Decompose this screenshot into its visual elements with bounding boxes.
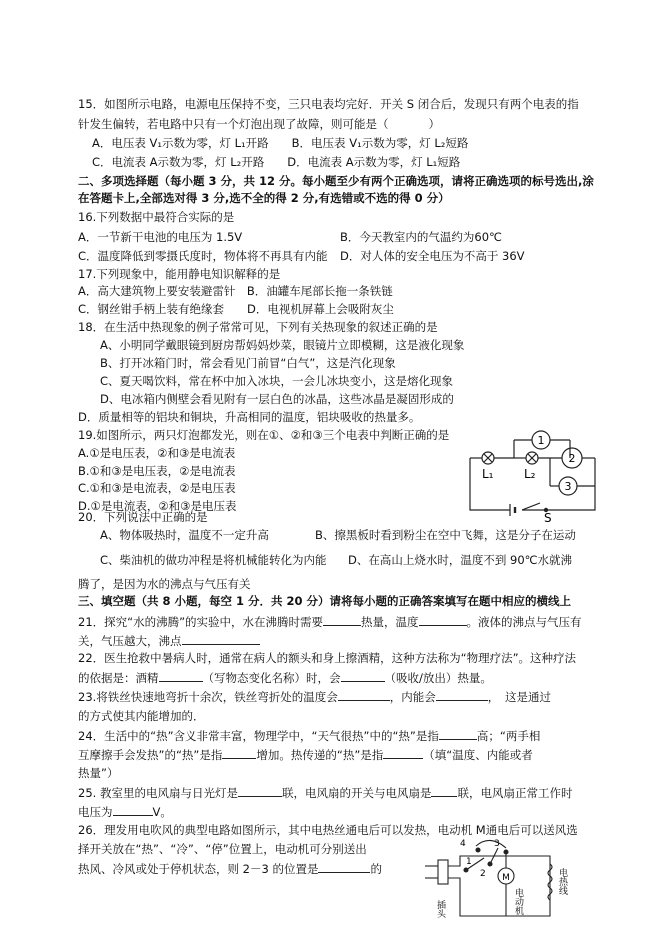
svg-text:插头: 插头 — [435, 900, 445, 918]
q23-blank-1[interactable] — [338, 689, 390, 701]
section2-heading: 二、多项选择题（每小题 3 分，共 12 分。每小题至少有两个正确选项，请将正确选项的标号选出,涂 — [78, 174, 594, 188]
q20-stem: 20．下列说法中正确的是 — [78, 510, 208, 524]
heater-label — [557, 867, 568, 896]
contact-1-label: 1 — [466, 857, 472, 867]
q16-option-d: D．对人体的安全电压为不高于 36V — [340, 249, 525, 263]
q24-text-b: 高；“两手相 — [476, 729, 541, 743]
q20-option-d1: D、在高山上烧水时，温度不到 90℃水就沸 — [348, 553, 573, 567]
q25-text-a: 25. 教室里的电风扇与日光灯是 — [78, 786, 238, 800]
q26-line1: 26．理发用电吹风的典型电路如图所示，其中电热丝通电后可以发热，电动机 M通电后可以送风选 — [78, 823, 578, 837]
q24-text-c: 互摩擦手会发热”的“热”是指 — [78, 748, 223, 762]
meter-3-label: 3 — [564, 480, 572, 493]
q24-line2 — [78, 747, 533, 763]
q16-option-a: A．一节新干电池的电压为 1.5V — [78, 230, 243, 244]
q19-circuit-diagram — [460, 428, 610, 523]
q25-line1 — [78, 785, 572, 801]
q18-stem: 18．在生活中热现象的例子常常可见，下列有关热现象的叙述正确的是 — [78, 320, 438, 334]
q24-text-a: 24．生活中的“热”含义非常丰富，物理学中，“天气很热”中的“热”是指 — [78, 729, 439, 743]
q22-blank-1[interactable] — [159, 670, 203, 682]
q23-line2: 的方式使其内能增加的． — [78, 709, 205, 723]
q15-line2 — [78, 117, 440, 132]
q25-text-d: 电压为 — [78, 805, 113, 819]
contact-3-label: 3 — [494, 839, 500, 849]
q24-text-e: （填“温度、内能或者 — [423, 748, 533, 762]
motor-label — [513, 887, 524, 915]
lamp-l1-label: L₁ — [482, 467, 494, 481]
q26-line3 — [78, 861, 382, 877]
q24-line3: 热量”） — [78, 766, 119, 780]
q17-stem: 17.下列现象中，能用静电知识解释的是 — [78, 267, 281, 281]
q23-text-a: 23.将铁丝快速地弯折十余次，铁丝弯折处的温度会 — [78, 690, 338, 704]
q25-blank-2[interactable] — [431, 785, 457, 797]
q25-text-c: 联，电风扇正常工作时 — [457, 786, 573, 800]
q23-text-c: ， 这是通过 — [487, 690, 552, 704]
q26-text-b: 的 — [370, 862, 382, 876]
q19-stem: 19.如图所示，两只灯泡都发光，则在①、②和③三个电表中判断正确的是 — [78, 428, 450, 442]
q25-line2 — [78, 804, 172, 820]
meter-1-label: 1 — [537, 434, 545, 447]
q18-option-c: C、夏天喝饮料，常在杯中加入冰块，一会儿冰块变小，这是熔化现象 — [100, 374, 454, 388]
q20-option-d2: 腾了，是因为水的沸点与气压有关 — [78, 577, 251, 591]
q18-option-d2: D．质量相等的铝块和铜块，升高相同的温度，铝块吸收的热量多。 — [78, 410, 421, 424]
q19-option-a: A.①是电压表，②和③是电流表 — [78, 446, 236, 460]
q25-text-b: 联，电风扇的开关与电风扇是 — [281, 786, 432, 800]
q22-blank-2[interactable] — [341, 670, 385, 682]
q16-option-b: B．今天教室内的气温约为60℃ — [340, 230, 502, 244]
section3-heading: 三、填空题（共 8 小题，每空 1 分．共 20 分）请将每小题的正确答案填写在题中相应的横线上 — [78, 594, 572, 608]
q18-option-d1: D、电冰箱内侧壁会看见附有一层白色的冰晶，这些冰晶是凝固形成的 — [100, 392, 454, 406]
q21-text-a: 21．探究“水的沸腾”的实验中，水在沸腾时需要 — [78, 615, 324, 629]
q18-option-a: A、小明同学戴眼镜到厨房帮妈妈炒菜，眼镜片立即模糊，这是液化现象 — [100, 338, 465, 352]
q20-option-c: C、柴油机的做功冲程是将机械能转化为内能 — [100, 553, 327, 567]
plug-label — [435, 899, 446, 919]
q15-option-ab: A．电压表 V₁示数为零，灯 L₁开路 B．电压表 V₁示数为零，灯 L₂短路 — [92, 136, 469, 150]
switch-label: S — [544, 511, 552, 523]
q21-text-c: 。液体的沸点与气压有 — [466, 615, 582, 629]
q23-blank-2[interactable] — [436, 689, 488, 701]
q20-option-b: B、擦黑板时看到粉尘在空中飞舞，这是分子在运动 — [315, 528, 576, 542]
q16-option-c: C．温度降低到零摄氏度时，物体将不再具有内能 — [78, 249, 328, 263]
q20-option-a: A、物体吸热时，温度不一定升高 — [100, 528, 269, 542]
motor-m-label: M — [502, 873, 510, 883]
q26-dryer-circuit-diagram — [420, 828, 580, 928]
svg-text:电动机: 电动机 — [513, 888, 523, 915]
q19-option-b: B.①和③是电压表，②是电流表 — [78, 464, 236, 478]
q22-text-c: （吸收/放出）热量。 — [384, 671, 492, 685]
q15-stem-tail: 针发生偏转，若电路中只有一个灯泡出现了故障，则可能是（ — [78, 117, 389, 131]
lamp-l2-label: L₂ — [524, 467, 536, 481]
q25-blank-1[interactable] — [238, 785, 282, 797]
q25-blank-3[interactable] — [113, 804, 153, 816]
q22-line1: 22．医生抢救中暑病人时，通常在病人的额头和身上擦酒精，这种方法称为“物理疗法”。这种疗法 — [78, 651, 577, 665]
q23-line1 — [78, 689, 551, 705]
q25-text-e: V。 — [152, 805, 172, 819]
q24-blank-3[interactable] — [383, 747, 423, 759]
q18-option-b: B、打开冰箱门时，常会看见门前冒“白气”，这是汽化现象 — [100, 356, 396, 370]
q21-blank-2[interactable] — [419, 614, 467, 626]
q24-text-d: 增加。热传递的“热”是指 — [256, 748, 384, 762]
q15-paren: ） — [428, 117, 440, 131]
q16-stem: 16.下列数据中最符合实际的是 — [78, 210, 235, 224]
q21-blank-3[interactable] — [182, 633, 260, 645]
q21-text-d: 关，气压越大，沸点 — [78, 634, 182, 648]
q15-option-cd: C．电流表 A示数为零，灯 L₂开路 D．电流表 A示数为零，灯 L₁短路 — [92, 155, 461, 169]
q15-line1: 15．如图所示电路，电源电压保持不变，三只电表均完好．开关 S 闭合后，发现只有两个电表的指 — [78, 97, 579, 111]
q26-blank-1[interactable] — [318, 861, 370, 873]
q17-option-cd: C．钢丝钳手柄上装有绝缘套 D．电视机屏幕上会吸附灰尘 — [78, 302, 394, 316]
q17-option-ab: A．高大建筑物上要安装避雷针 B．油罐车尾部长拖一条铁链 — [78, 284, 393, 298]
q22-text-a: 的依据是：酒精 — [78, 671, 159, 685]
meter-2-label: 2 — [568, 452, 576, 465]
q22-text-b: （写物态变化名称）时，会 — [202, 671, 341, 685]
q23-text-b: ，内能会 — [389, 690, 436, 704]
svg-text:电热线: 电热线 — [557, 868, 567, 895]
q22-line2 — [78, 670, 492, 686]
contact-2-label: 2 — [480, 869, 486, 879]
contact-4-label: 4 — [460, 839, 466, 849]
q21-line2 — [78, 633, 260, 649]
q19-option-c: C.①和③是电流表，②是电压表 — [78, 481, 236, 495]
q24-line1 — [78, 728, 540, 744]
q26-line2: 择开关放在“热”、“冷”、“停”位置上，电动机可分别送出 — [78, 842, 367, 856]
section2-heading-cont: 在答题卡上,全部选对得 3 分,选不全的得 2 分,有选错或不选的得 0 分） — [78, 191, 450, 205]
q21-text-b: 热量，温度 — [361, 615, 419, 629]
q26-text-a: 热风、冷风或处于停机状态，则 2－3 的位置是 — [78, 862, 319, 876]
q24-blank-1[interactable] — [439, 728, 477, 740]
q19-option-d: D.①是电流表，②和③是电压表 — [78, 499, 237, 513]
q24-blank-2[interactable] — [222, 747, 256, 759]
q21-line1 — [78, 614, 582, 630]
q21-blank-1[interactable] — [323, 614, 361, 626]
